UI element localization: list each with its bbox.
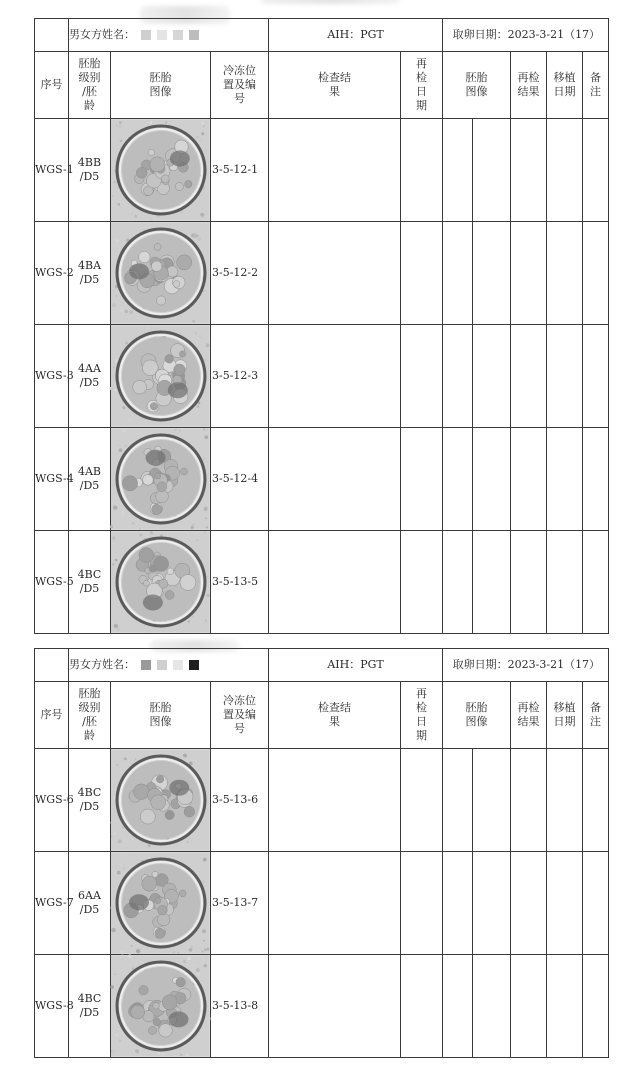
row-freeze-location: 3-5-13-6 [211,749,269,852]
row-id: WGS-6 [35,749,69,852]
row-grade: 4BC /D5 [69,955,111,1058]
row-image-2a [443,222,473,325]
col-recheck-date: 再 检 日 期 [401,682,443,749]
row-grade: 4BC /D5 [69,749,111,852]
row-recheck-date [401,531,443,634]
row-transfer-date [547,428,583,531]
row-grade: 4BB /D5 [69,119,111,222]
row-freeze-location: 3-5-13-8 [211,955,269,1058]
retrieval-date-label: 取卵日期：2023-3-21（17） [452,28,601,41]
row-transfer-date [547,749,583,852]
row-freeze-location: 3-5-13-7 [211,852,269,955]
row-result [269,222,401,325]
row-grade: 4AB /D5 [69,428,111,531]
aih-label: AIH：PGT [327,658,384,671]
row-note [583,222,609,325]
col-seq: 序号 [35,52,69,119]
row-image-2b [473,531,511,634]
table-row [35,955,609,1058]
row-note [583,531,609,634]
col-recheck-result: 再检 结果 [511,682,547,749]
row-image-2a [443,531,473,634]
row-recheck-result [511,749,547,852]
row-grade: 6AA /D5 [69,852,111,955]
row-transfer-date [547,325,583,428]
col-image: 胚胎 图像 [111,682,211,749]
row-image-2a [443,852,473,955]
row-recheck-result [511,222,547,325]
row-note [583,955,609,1058]
row-freeze-location: 3-5-12-2 [211,222,269,325]
row-freeze-location: 3-5-12-3 [211,325,269,428]
row-recheck-result [511,531,547,634]
row-grade: 4AA /D5 [69,325,111,428]
row-embryo-image [111,955,211,1058]
header-blank [35,19,69,52]
col-note: 备 注 [583,52,609,119]
retrieval-date-field [443,649,609,682]
row-image-2b [473,325,511,428]
aih-label: AIH：PGT [327,28,384,41]
row-embryo-image [111,531,211,634]
row-grade: 4BC /D5 [69,531,111,634]
row-recheck-date [401,325,443,428]
row-transfer-date [547,119,583,222]
row-image-2b [473,222,511,325]
row-image-2a [443,325,473,428]
col-seq: 序号 [35,682,69,749]
embryo-record-sheet-2 [34,648,608,1058]
row-recheck-date [401,222,443,325]
sheet-header-row [35,649,609,682]
row-note [583,325,609,428]
row-recheck-date [401,749,443,852]
embryo-micrograph [111,853,209,953]
row-image-2a [443,428,473,531]
row-embryo-image [111,222,211,325]
col-result: 检查结 果 [269,682,401,749]
retrieval-date-field [443,19,609,52]
embryo-micrograph [111,429,209,529]
col-image-2: 胚胎 图像 [443,52,511,119]
column-header-row [35,52,609,119]
row-freeze-location: 3-5-12-4 [211,428,269,531]
row-embryo-image [111,749,211,852]
row-transfer-date [547,222,583,325]
row-recheck-result [511,955,547,1058]
aih-field [269,649,443,682]
row-id: WGS-7 [35,852,69,955]
col-result: 检查结 果 [269,52,401,119]
row-transfer-date [547,955,583,1058]
row-freeze-location: 3-5-13-5 [211,531,269,634]
row-image-2a [443,119,473,222]
row-result [269,119,401,222]
row-result [269,852,401,955]
col-recheck-date: 再 检 日 期 [401,52,443,119]
row-result [269,749,401,852]
row-id: WGS-1 [35,119,69,222]
sheet-header-row [35,19,609,52]
row-grade: 4BA /D5 [69,222,111,325]
embryo-record-sheet-1 [34,18,608,634]
table-row [35,852,609,955]
table-row [35,749,609,852]
header-blank [35,649,69,682]
table-row [35,325,609,428]
row-embryo-image [111,119,211,222]
col-image: 胚胎 图像 [111,52,211,119]
name-field [69,19,269,52]
table-row [35,119,609,222]
row-result [269,531,401,634]
row-id: WGS-5 [35,531,69,634]
row-recheck-result [511,119,547,222]
row-transfer-date [547,531,583,634]
aih-field [269,19,443,52]
row-recheck-date [401,428,443,531]
embryo-micrograph [111,532,209,632]
redacted-name [141,658,205,672]
row-image-2b [473,428,511,531]
name-label: 男女方姓名： [69,658,135,671]
row-id: WGS-2 [35,222,69,325]
row-recheck-date [401,955,443,1058]
table-row [35,531,609,634]
row-recheck-date [401,852,443,955]
row-recheck-result [511,325,547,428]
row-embryo-image [111,325,211,428]
row-recheck-result [511,852,547,955]
row-transfer-date [547,852,583,955]
row-freeze-location: 3-5-12-1 [211,119,269,222]
embryo-micrograph [111,956,209,1056]
row-recheck-result [511,428,547,531]
col-grade: 胚胎 级别 /胚 龄 [69,52,111,119]
row-note [583,119,609,222]
embryo-micrograph [111,750,209,850]
row-image-2b [473,119,511,222]
row-id: WGS-4 [35,428,69,531]
col-grade: 胚胎 级别 /胚 龄 [69,682,111,749]
row-result [269,428,401,531]
col-recheck-result: 再检 结果 [511,52,547,119]
embryo-micrograph [111,326,209,426]
column-header-row [35,682,609,749]
embryo-table-2 [34,648,609,749]
col-note: 备 注 [583,682,609,749]
table-row [35,428,609,531]
embryo-micrograph [111,223,209,323]
col-transfer-date: 移植 日期 [547,682,583,749]
row-recheck-date [401,119,443,222]
redacted-title-2 [260,0,400,4]
col-freeze: 冷冻位 置及编 号 [211,52,269,119]
col-transfer-date: 移植 日期 [547,52,583,119]
col-image-2: 胚胎 图像 [443,682,511,749]
col-freeze: 冷冻位 置及编 号 [211,682,269,749]
row-embryo-image [111,852,211,955]
embryo-rows-1 [34,118,609,634]
embryo-rows-2 [34,748,609,1058]
row-note [583,852,609,955]
row-image-2a [443,955,473,1058]
row-result [269,955,401,1058]
name-label: 男女方姓名： [69,28,135,41]
embryo-table-1 [34,18,609,119]
row-image-2b [473,852,511,955]
row-image-2b [473,749,511,852]
row-id: WGS-8 [35,955,69,1058]
row-id: WGS-3 [35,325,69,428]
row-embryo-image [111,428,211,531]
redacted-name [141,28,205,42]
row-note [583,749,609,852]
row-image-2b [473,955,511,1058]
table-row [35,222,609,325]
name-field [69,649,269,682]
row-note [583,428,609,531]
row-result [269,325,401,428]
embryo-micrograph [111,120,209,220]
row-image-2a [443,749,473,852]
retrieval-date-label: 取卵日期：2023-3-21（17） [452,658,601,671]
